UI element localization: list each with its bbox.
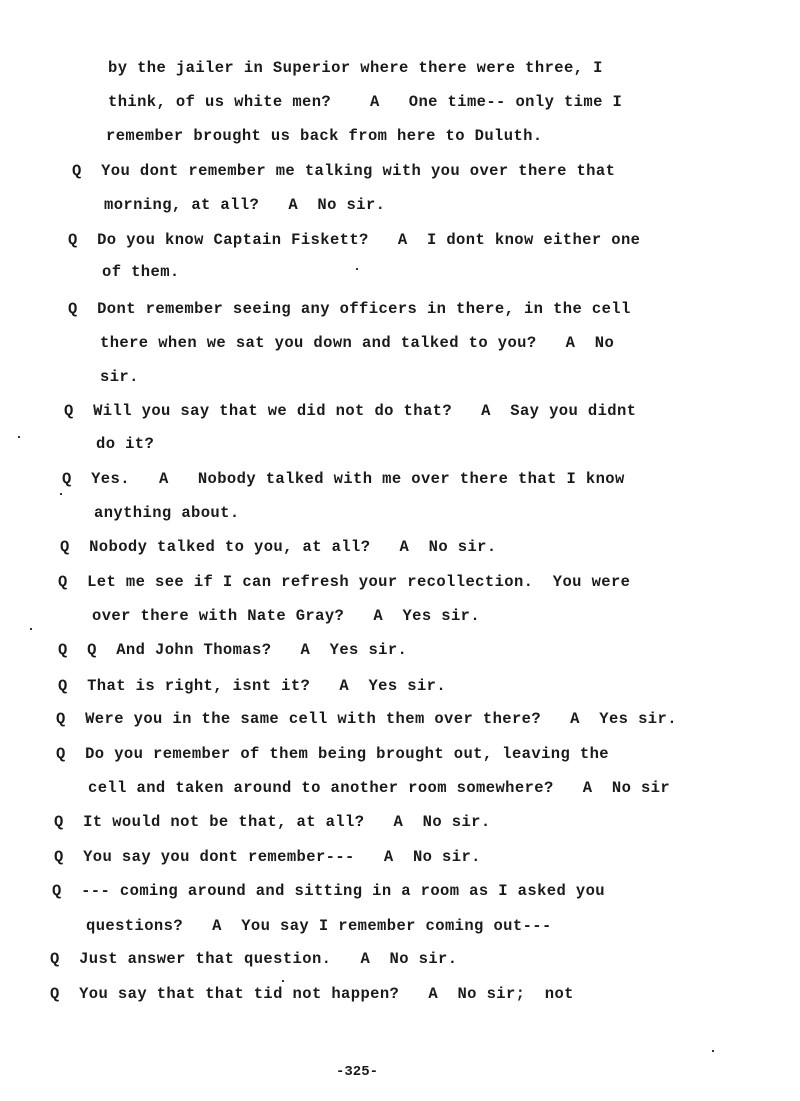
transcript-line: think, of us white men? A One time-- only time I xyxy=(108,93,623,111)
transcript-line: Q Q And John Thomas? A Yes sir. xyxy=(58,641,408,659)
transcript-line: Q Do you know Captain Fiskett? A I dont know either one xyxy=(68,231,641,249)
transcript-line: Q That is right, isnt it? A Yes sir. xyxy=(58,677,447,695)
transcript-line: Q Let me see if I can refresh your recollection. You were xyxy=(58,573,631,591)
transcript-line: Q Will you say that we did not do that? A Say you didnt xyxy=(64,402,637,420)
transcript-line: there when we sat you down and talked to you? A No xyxy=(100,334,615,352)
transcript-line: Q You dont remember me talking with you over there that xyxy=(72,162,616,180)
transcript-line: morning, at all? A No sir. xyxy=(104,196,386,214)
transcript-line: Q You say that that tid not happen? A No sir; not xyxy=(50,985,574,1003)
transcript-line: cell and taken around to another room somewhere? A No sir xyxy=(88,779,671,797)
transcript-line: Q You say you dont remember--- A No sir. xyxy=(54,848,481,866)
transcript-line: Q --- coming around and sitting in a room as I asked you xyxy=(52,882,605,900)
transcript-line: Q Do you remember of them being brought out, leaving the xyxy=(56,745,609,763)
page-number: -325- xyxy=(336,1064,379,1080)
transcript-line: sir. xyxy=(100,368,139,386)
transcript-line: by the jailer in Superior where there were three, I xyxy=(108,59,603,77)
scan-speck xyxy=(18,436,20,438)
transcript-line: Q Dont remember seeing any officers in there, in the cell xyxy=(68,300,631,318)
transcript-line: Q Just answer that question. A No sir. xyxy=(50,950,458,968)
transcript-line: remember brought us back from here to Duluth. xyxy=(106,127,543,145)
transcript-line: questions? A You say I remember coming out--- xyxy=(86,917,552,935)
transcript-line: over there with Nate Gray? A Yes sir. xyxy=(92,607,481,625)
transcript-line: of them. xyxy=(102,263,180,281)
transcript-line: Q It would not be that, at all? A No sir. xyxy=(54,813,491,831)
transcript-line: Q Yes. A Nobody talked with me over there that I know xyxy=(62,470,625,488)
scan-speck xyxy=(282,980,284,982)
scan-speck xyxy=(30,628,32,630)
transcript-line: Q Were you in the same cell with them over there? A Yes sir. xyxy=(56,710,677,728)
transcript-line: anything about. xyxy=(94,504,240,522)
transcript-line: do it? xyxy=(96,435,155,453)
scan-speck xyxy=(712,1050,714,1052)
scan-speck xyxy=(60,493,62,495)
scan-speck xyxy=(356,268,358,270)
transcript-line: Q Nobody talked to you, at all? A No sir. xyxy=(60,538,497,556)
